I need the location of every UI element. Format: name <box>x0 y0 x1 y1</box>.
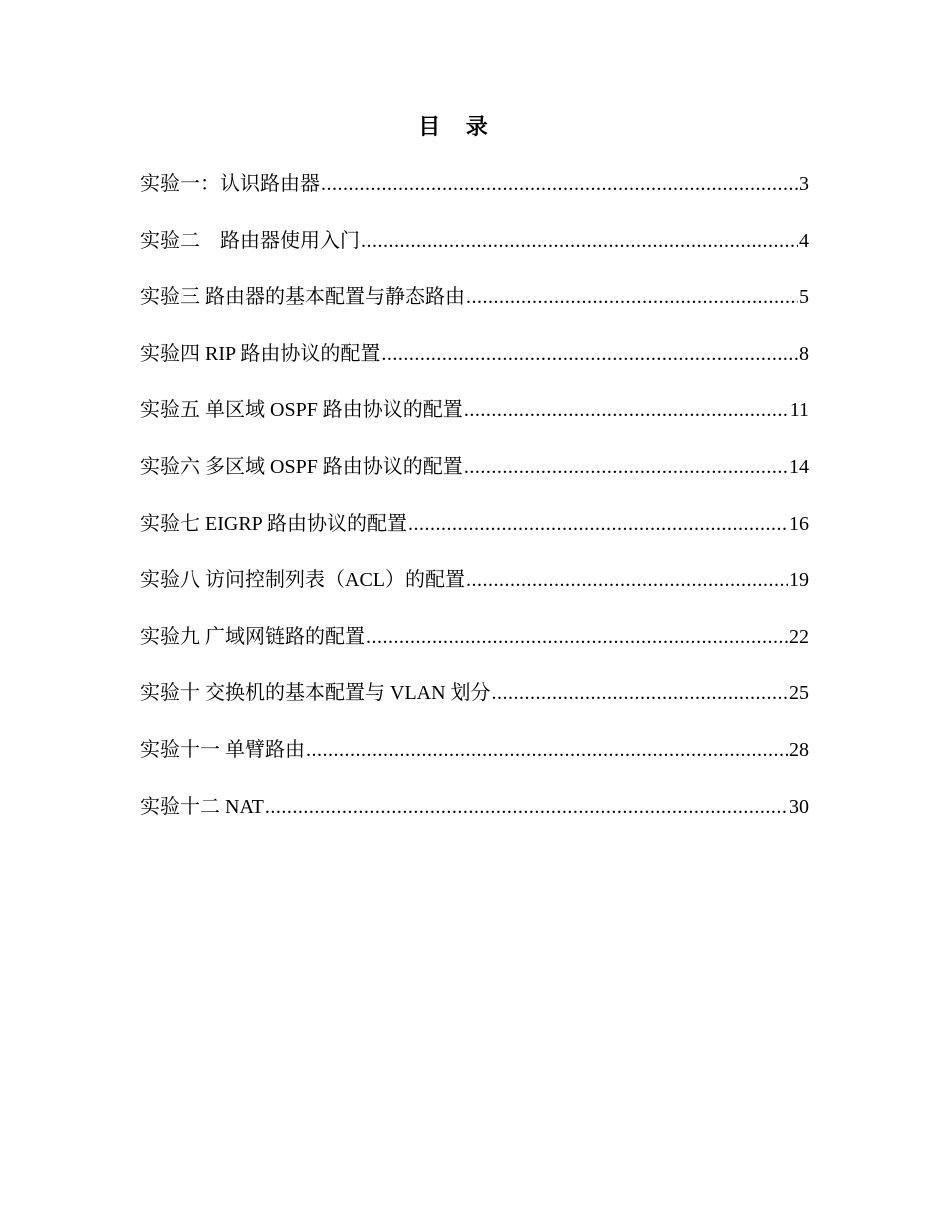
toc-entry-page: 14 <box>789 455 809 478</box>
toc-entry[interactable] <box>140 677 809 734</box>
toc-entry-label: 实验八 访问控制列表（ACL）的配置 <box>140 569 465 592</box>
toc-entry-page: 8 <box>799 342 809 365</box>
toc-entry-page: 25 <box>789 682 809 705</box>
dot-leader <box>408 508 788 540</box>
toc-entry[interactable] <box>140 225 809 282</box>
toc-entry-label: 实验一：认识路由器 <box>140 173 320 195</box>
toc-entry-page: 11 <box>789 399 809 422</box>
toc-entry-page: 19 <box>789 569 809 592</box>
toc-entry-page: 3 <box>799 173 809 195</box>
toc-entry-label: 实验二 路由器使用入门 <box>140 229 360 252</box>
toc-entry-label: 实验六 多区域 OSPF 路由协议的配置 <box>140 455 463 478</box>
toc-entry-label: 实验十一 单臂路由 <box>140 738 305 761</box>
toc-entry-label: 实验四 RIP 路由协议的配置 <box>140 342 381 365</box>
dot-leader <box>464 394 789 426</box>
dot-leader <box>361 225 798 257</box>
toc-entry[interactable] <box>140 338 809 395</box>
toc-entry-label: 实验九 广域网链路的配置 <box>140 625 365 648</box>
toc-entry-page: 22 <box>789 625 809 648</box>
dot-leader <box>321 168 798 200</box>
toc-entry[interactable] <box>140 791 809 848</box>
toc-entry[interactable] <box>140 508 809 565</box>
toc-entry-page: 16 <box>789 512 809 535</box>
toc-entry[interactable] <box>140 564 809 621</box>
toc-entry[interactable] <box>140 168 809 225</box>
toc-entry-page: 5 <box>799 286 809 309</box>
toc-list <box>140 168 809 847</box>
toc-entry[interactable] <box>140 621 809 678</box>
toc-entry[interactable] <box>140 734 809 791</box>
dot-leader <box>492 677 788 709</box>
toc-entry-page: 28 <box>789 738 809 761</box>
toc-entry-label: 实验十 交换机的基本配置与 VLAN 划分 <box>140 682 491 705</box>
toc-entry-page: 4 <box>799 229 809 252</box>
toc-entry-label: 实验五 单区域 OSPF 路由协议的配置 <box>140 399 463 422</box>
dot-leader <box>464 451 788 483</box>
dot-leader <box>265 791 788 823</box>
toc-entry[interactable] <box>140 394 809 451</box>
toc-entry-label: 实验三 路由器的基本配置与静态路由 <box>140 286 465 309</box>
dot-leader <box>366 621 788 653</box>
toc-title: 目 录 <box>418 114 498 139</box>
dot-leader <box>466 281 798 313</box>
toc-entry-label: 实验十二 NAT <box>140 795 264 818</box>
toc-entry-page: 30 <box>789 795 809 818</box>
dot-leader <box>306 734 788 766</box>
toc-entry-label: 实验七 EIGRP 路由协议的配置 <box>140 512 408 535</box>
toc-entry[interactable] <box>140 281 809 338</box>
dot-leader <box>381 338 798 370</box>
toc-entry[interactable] <box>140 451 809 508</box>
dot-leader <box>466 564 788 596</box>
